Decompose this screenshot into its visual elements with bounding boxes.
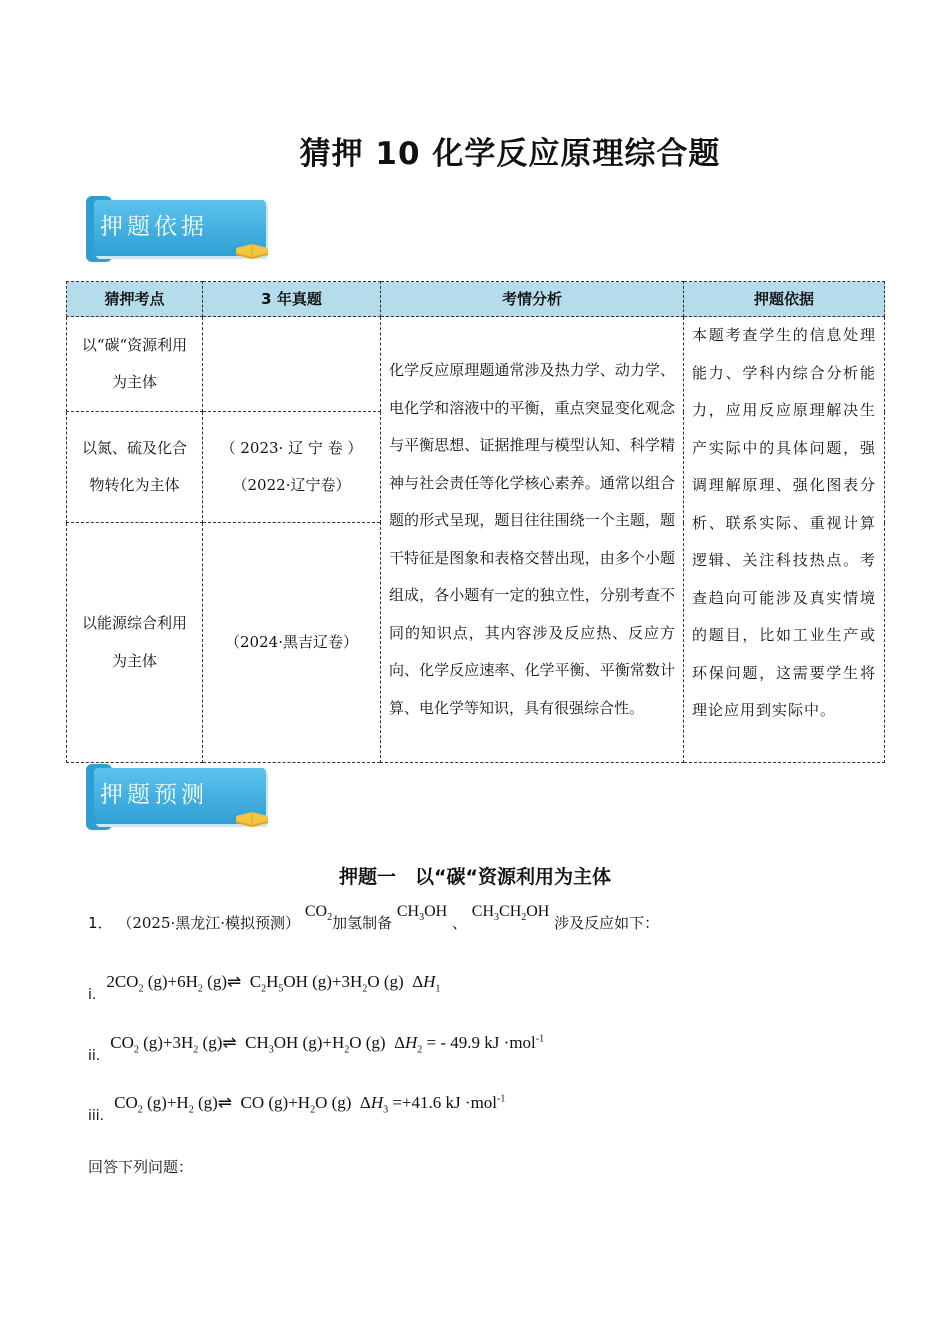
separator: 、	[451, 914, 467, 932]
table-header: 猜押考点	[67, 282, 203, 317]
question-1	[88, 903, 660, 935]
question-text: 涉及反应如下：	[554, 914, 660, 932]
table-cell-exam: （ 2023· 辽 宁 卷 ）（2022·辽宁卷）	[203, 412, 381, 523]
table-cell-basis: 本题考查学生的信息处理能力、学科内综合分析能力，应用反应原理解决生产实际中的具体问题，强调理解原理、强化图表分析、联系实际、重视计算逻辑、关注科技热点。考查趋向可能涉及真实情境的题目，比如工业生产或环保问题，这需要学生将理论应用到实际中。	[684, 317, 885, 763]
banner-label: 押题依据	[100, 214, 208, 240]
table-header: 3 年真题	[203, 282, 381, 317]
topic-table	[66, 281, 885, 763]
question-number: 1．	[88, 914, 113, 932]
table-cell-point: 以氮、硫及化合物转化为主体	[67, 412, 203, 523]
formula-methanol: $CH_3OH$	[396, 903, 448, 924]
table-cell-exam: （2024·黑吉辽卷）	[203, 523, 381, 763]
book-icon	[232, 240, 272, 260]
question-source: （2025·黑龙江·模拟预测）	[117, 914, 301, 932]
section-title: 押题一 以“碳“资源利用为主体	[339, 866, 611, 888]
table-header: 押题依据	[684, 282, 885, 317]
table-cell-point: 以能源综合利用为主体	[67, 523, 203, 763]
reaction-3: $_{iii.}CO_2$ $(g)+H_2$ (g)⇌ CO $(g)+H_2O$ (g) $\Delta H_3 =+41.6$ kJ ·mol$^{-1}$	[88, 1093, 506, 1124]
question-text: 加氢制备	[332, 914, 393, 932]
page-title: 猜押 10 化学反应原理综合题	[299, 136, 721, 172]
book-icon	[232, 808, 272, 828]
table-cell-analysis: 化学反应原理题通常涉及热力学、动力学、电化学和溶液中的平衡，重点突显变化观念与平衡思想、证据推理与模型认知、科学精神与社会责任等化学核心素养。通常以组合题的形式呈现，题目往往围绕一个主题，题干特征是图象和表格交替出现，由多个小题组成，各小题有一定的独立性，分别考查不同的知识点，其内容涉及反应热、反应方向、化学反应速率、化学平衡、平衡常数计算、电化学等知识，具有很强综合性。	[381, 317, 684, 763]
banner-label: 押题预测	[100, 782, 208, 808]
table-cell-point: 以“碳“资源利用为主体	[67, 317, 203, 412]
table-header: 考情分析	[381, 282, 684, 317]
formula-co2: $CO_2$	[304, 903, 333, 924]
section-banner-basis	[86, 196, 272, 262]
table-cell-exam	[203, 317, 381, 412]
answer-prompt: 回答下列问题：	[88, 1158, 194, 1176]
reaction-1: $_{i.}2CO_2$ $(g)+6H_2$ (g)⇌ $C_2H_5OH$ $(g)+3H_2O$ (g) $\Delta H_1$	[88, 972, 441, 1003]
reaction-2: $_{ii.}CO_2$ $(g)+3H_2$ (g)⇌ $CH_3OH$ $(g)+H_2O$ (g) $\Delta H_2$ = - 49.9 kJ ·mol$^{-1}$	[88, 1033, 545, 1064]
formula-ethanol: $CH_3CH_2OH$	[471, 903, 550, 924]
section-banner-prediction	[86, 764, 272, 830]
